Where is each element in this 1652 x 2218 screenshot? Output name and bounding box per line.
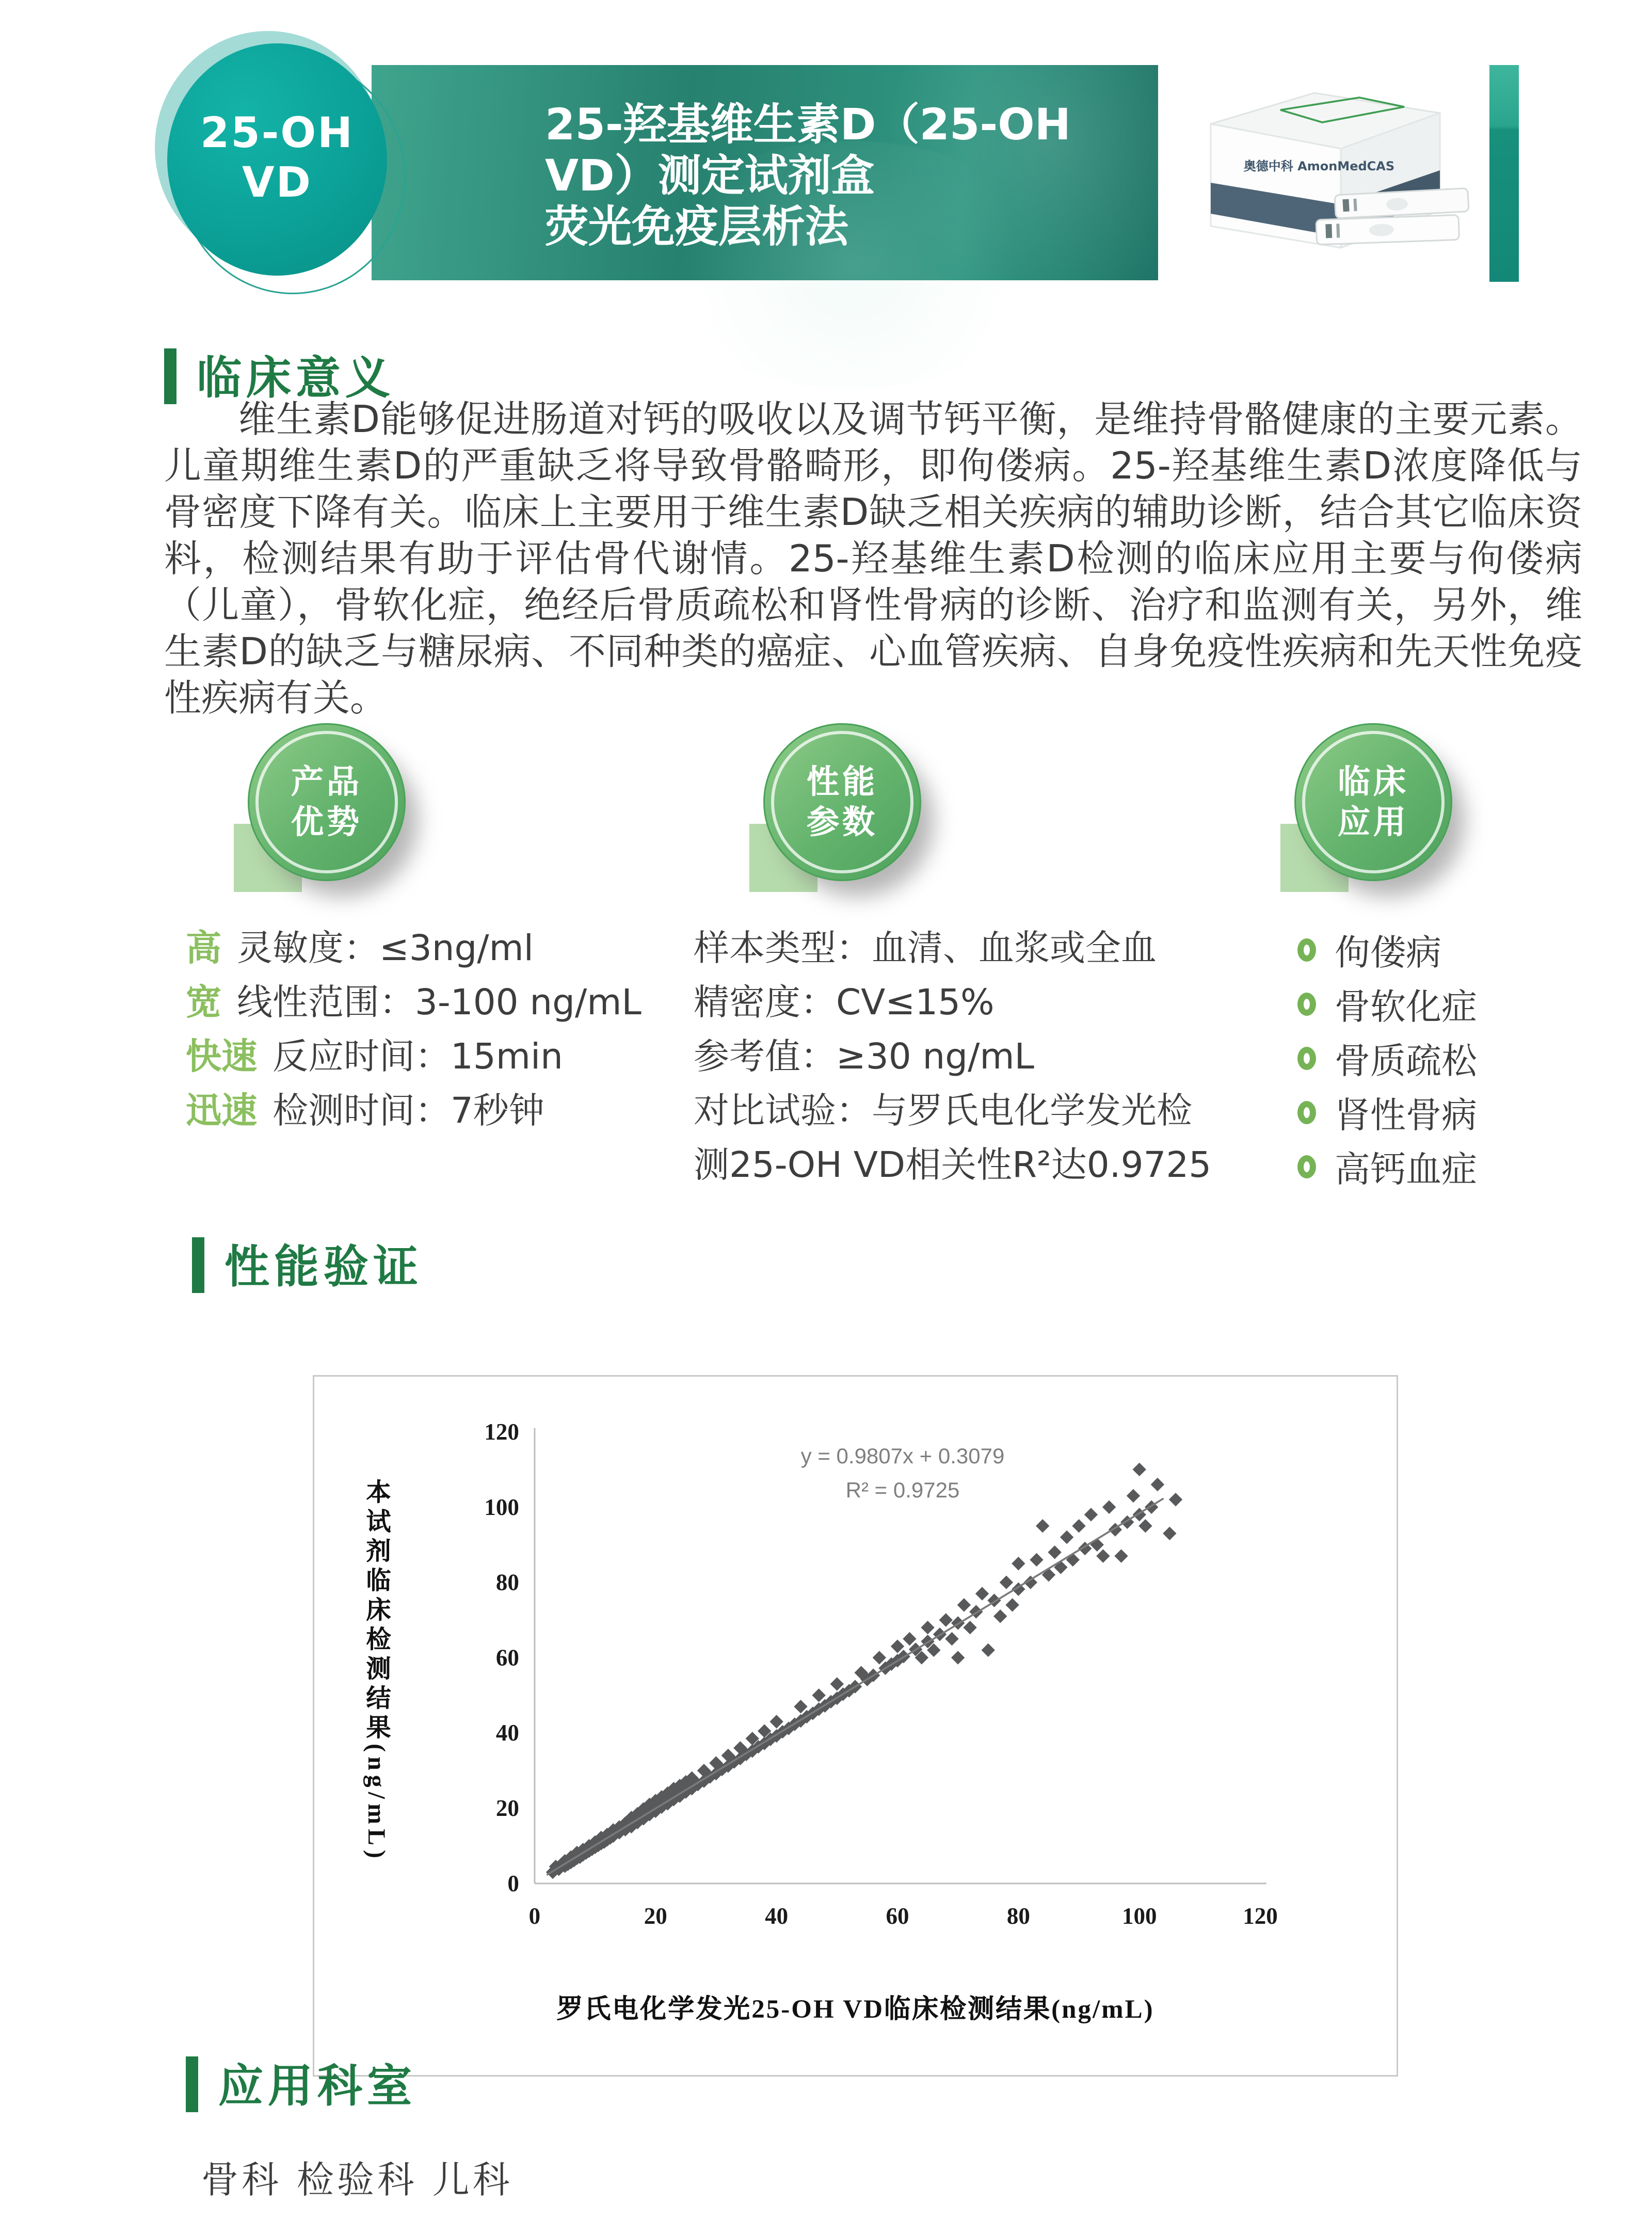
feature-badge-circle [763, 723, 921, 881]
x-tick-label: 40 [765, 1903, 789, 1929]
x-tick-label: 120 [1243, 1903, 1278, 1929]
data-point [957, 1598, 971, 1611]
section-departments [186, 2052, 416, 2115]
data-point [945, 1632, 958, 1646]
x-axis-label: 罗氏电化学发光25-OH VD临床检测结果(ng/mL) [556, 1994, 1154, 2024]
product-code-badge [161, 40, 403, 294]
application-text: 骨软化症 [1335, 988, 1477, 1028]
ring-bullet-icon [1297, 1047, 1316, 1070]
feature-badge [248, 723, 403, 878]
header-banner [372, 65, 1158, 378]
section-performance [192, 1233, 423, 1296]
y-tick-label: 120 [484, 1418, 519, 1445]
application-text: 肾性骨病 [1335, 1096, 1477, 1137]
advantage-label: 迅速 [186, 1092, 257, 1132]
badge-circle [167, 43, 387, 276]
data-point [1102, 1501, 1116, 1514]
data-point [1036, 1519, 1049, 1533]
applications-list [1297, 923, 1477, 1194]
product-box-image [1164, 84, 1493, 257]
data-point [1127, 1489, 1140, 1503]
data-point [1054, 1560, 1067, 1574]
parameter-line: 参考值：≥30 ng/mL [694, 1038, 1034, 1078]
parameter-line: 对比试验：与罗氏电化学发光检 [694, 1092, 1192, 1132]
data-point [1084, 1508, 1098, 1521]
advantage-label: 宽 [186, 983, 221, 1024]
y-tick-label: 0 [507, 1870, 519, 1896]
x-tick-label: 60 [886, 1903, 909, 1929]
x-tick-label: 0 [528, 1903, 541, 1929]
application-text: 佝偻病 [1335, 934, 1441, 974]
data-point [1060, 1530, 1073, 1544]
application-item [1297, 1031, 1477, 1086]
data-point [1096, 1549, 1110, 1562]
section-title: 性能验证 [224, 1240, 423, 1293]
y-tick-label: 100 [484, 1494, 519, 1520]
trendline [547, 1498, 1163, 1875]
advantages-list [186, 920, 641, 1137]
advantage-text: 检测时间：7秒钟 [272, 1092, 544, 1132]
feature-badge-line2: 优势 [291, 804, 362, 841]
ring-bullet-icon [1297, 1155, 1316, 1178]
r-squared-label: R² = 0.9725 [845, 1478, 960, 1502]
y-axis-label: 本试剂临床检测结果(ng/mL) [362, 1479, 389, 1863]
data-point [1163, 1527, 1176, 1540]
data-point [873, 1651, 886, 1664]
scatter-plot [314, 1377, 1397, 2075]
data-point [1114, 1549, 1128, 1562]
advantage-text: 反应时间：15min [272, 1038, 563, 1078]
data-point [982, 1643, 995, 1657]
parameter-line: 精密度：CV≤15% [694, 983, 995, 1024]
section-title: 临床意义 [197, 352, 395, 404]
advantage-text: 灵敏度：≤3ng/ml [237, 929, 534, 969]
ring-bullet-icon [1297, 993, 1316, 1016]
feature-badge-line1: 临床 [1338, 763, 1409, 801]
x-tick-label: 80 [1006, 1903, 1030, 1929]
data-point [1151, 1478, 1164, 1491]
data-point [1133, 1463, 1146, 1476]
application-item [1297, 923, 1477, 977]
product-title [545, 99, 1143, 252]
y-tick-label: 20 [495, 1795, 519, 1822]
y-tick-label: 40 [495, 1720, 519, 1746]
data-point [1169, 1493, 1182, 1506]
feature-badge-line1: 产品 [291, 763, 362, 801]
product-title-line1: 25-羟基维生素D（25-OH VD）测定试剂盒 [545, 99, 1071, 201]
application-text: 高钙血症 [1335, 1151, 1477, 1191]
x-tick-label: 100 [1121, 1903, 1157, 1929]
section-bar [186, 2056, 198, 2112]
data-point [993, 1609, 1007, 1623]
ring-bullet-icon [1297, 1101, 1316, 1124]
advantage-label: 高 [186, 929, 221, 969]
data-point [1138, 1519, 1152, 1533]
feature-badge-line1: 性能 [807, 763, 878, 801]
data-point [1012, 1557, 1025, 1570]
data-point [1066, 1553, 1080, 1567]
section-bar [192, 1237, 204, 1292]
data-point [963, 1621, 976, 1634]
advantage-item [186, 974, 641, 1028]
clinical-paragraph: 维生素D能够促进肠道对钙的吸收以及调节钙平衡，是维持骨骼健康的主要元素。儿童期维生素D的严重缺乏将导致骨骼畸形，即佝偻病。25-羟基维生素D浓度降低与骨密度下降有关。临床上主要用于维生素D缺乏相关疾病的辅助诊断，结合其它临床资料，检测结果有助于评估骨代谢情。25-羟基维生素D检测的临床应用主要与佝偻病（儿童），骨软化症，绝经后骨质疏松和肾性骨病的诊断、治疗和监测有关，另外，维生素D的缺乏与糖尿病、不同种类的癌症、心血管疾病、自身免疫性疾病和先天性免疫性疾病有关。 [164, 398, 1582, 720]
application-item [1297, 977, 1477, 1031]
green-side-stripe [1489, 65, 1519, 282]
ring-bullet-icon [1297, 938, 1316, 962]
section-bar [164, 348, 177, 404]
data-point [921, 1621, 934, 1634]
data-point [1072, 1519, 1085, 1533]
feature-badge [763, 723, 918, 878]
correlation-scatter-chart [313, 1375, 1398, 2077]
feature-badge-line2: 应用 [1338, 804, 1409, 841]
box-brand-logo: 奥德中科 AmonMedCAS [1243, 159, 1395, 173]
application-text: 骨质疏松 [1335, 1042, 1477, 1082]
data-point [1042, 1568, 1055, 1582]
advantage-item [186, 1028, 641, 1082]
data-point [1048, 1545, 1061, 1559]
data-point [951, 1651, 965, 1664]
registration-number: 注册证编号：闽械注准20202400010 [545, 283, 948, 378]
data-point [1030, 1553, 1043, 1567]
advantage-label: 快速 [186, 1038, 257, 1078]
data-point [1005, 1598, 1019, 1611]
application-item [1297, 1086, 1477, 1140]
parameter-line: 测25-OH VD相关性R²达0.9725 [694, 1146, 1212, 1186]
y-tick-label: 60 [495, 1645, 519, 1671]
data-point [1000, 1575, 1013, 1589]
x-tick-label: 20 [644, 1903, 667, 1929]
data-point [939, 1613, 953, 1626]
feature-badge-line2: 参数 [807, 804, 878, 841]
advantage-item [186, 920, 641, 974]
equation-label: y = 0.9807x + 0.3079 [800, 1444, 1005, 1468]
badge-text-line1: 25-OH [200, 110, 355, 158]
feature-badge-circle [1294, 723, 1452, 881]
application-item [1297, 1140, 1477, 1194]
parameter-line: 样本类型：血清、血浆或全血 [694, 929, 1157, 969]
parameters-list [694, 920, 1211, 1191]
section-title: 应用科室 [218, 2060, 417, 2112]
data-point [975, 1587, 989, 1600]
y-tick-label: 80 [495, 1569, 519, 1595]
advantage-item [186, 1082, 641, 1137]
feature-badge-circle [248, 723, 406, 881]
advantage-text: 线性范围：3-100 ng/mL [237, 983, 641, 1024]
feature-badge [1294, 723, 1449, 878]
badge-text-line2: VD [242, 159, 312, 208]
data-point [812, 1688, 825, 1702]
departments-text: 骨科 检验科 儿科 [201, 2159, 513, 2202]
product-title-line2: 荧光免疫层析法 [545, 201, 849, 252]
data-point [903, 1632, 916, 1646]
